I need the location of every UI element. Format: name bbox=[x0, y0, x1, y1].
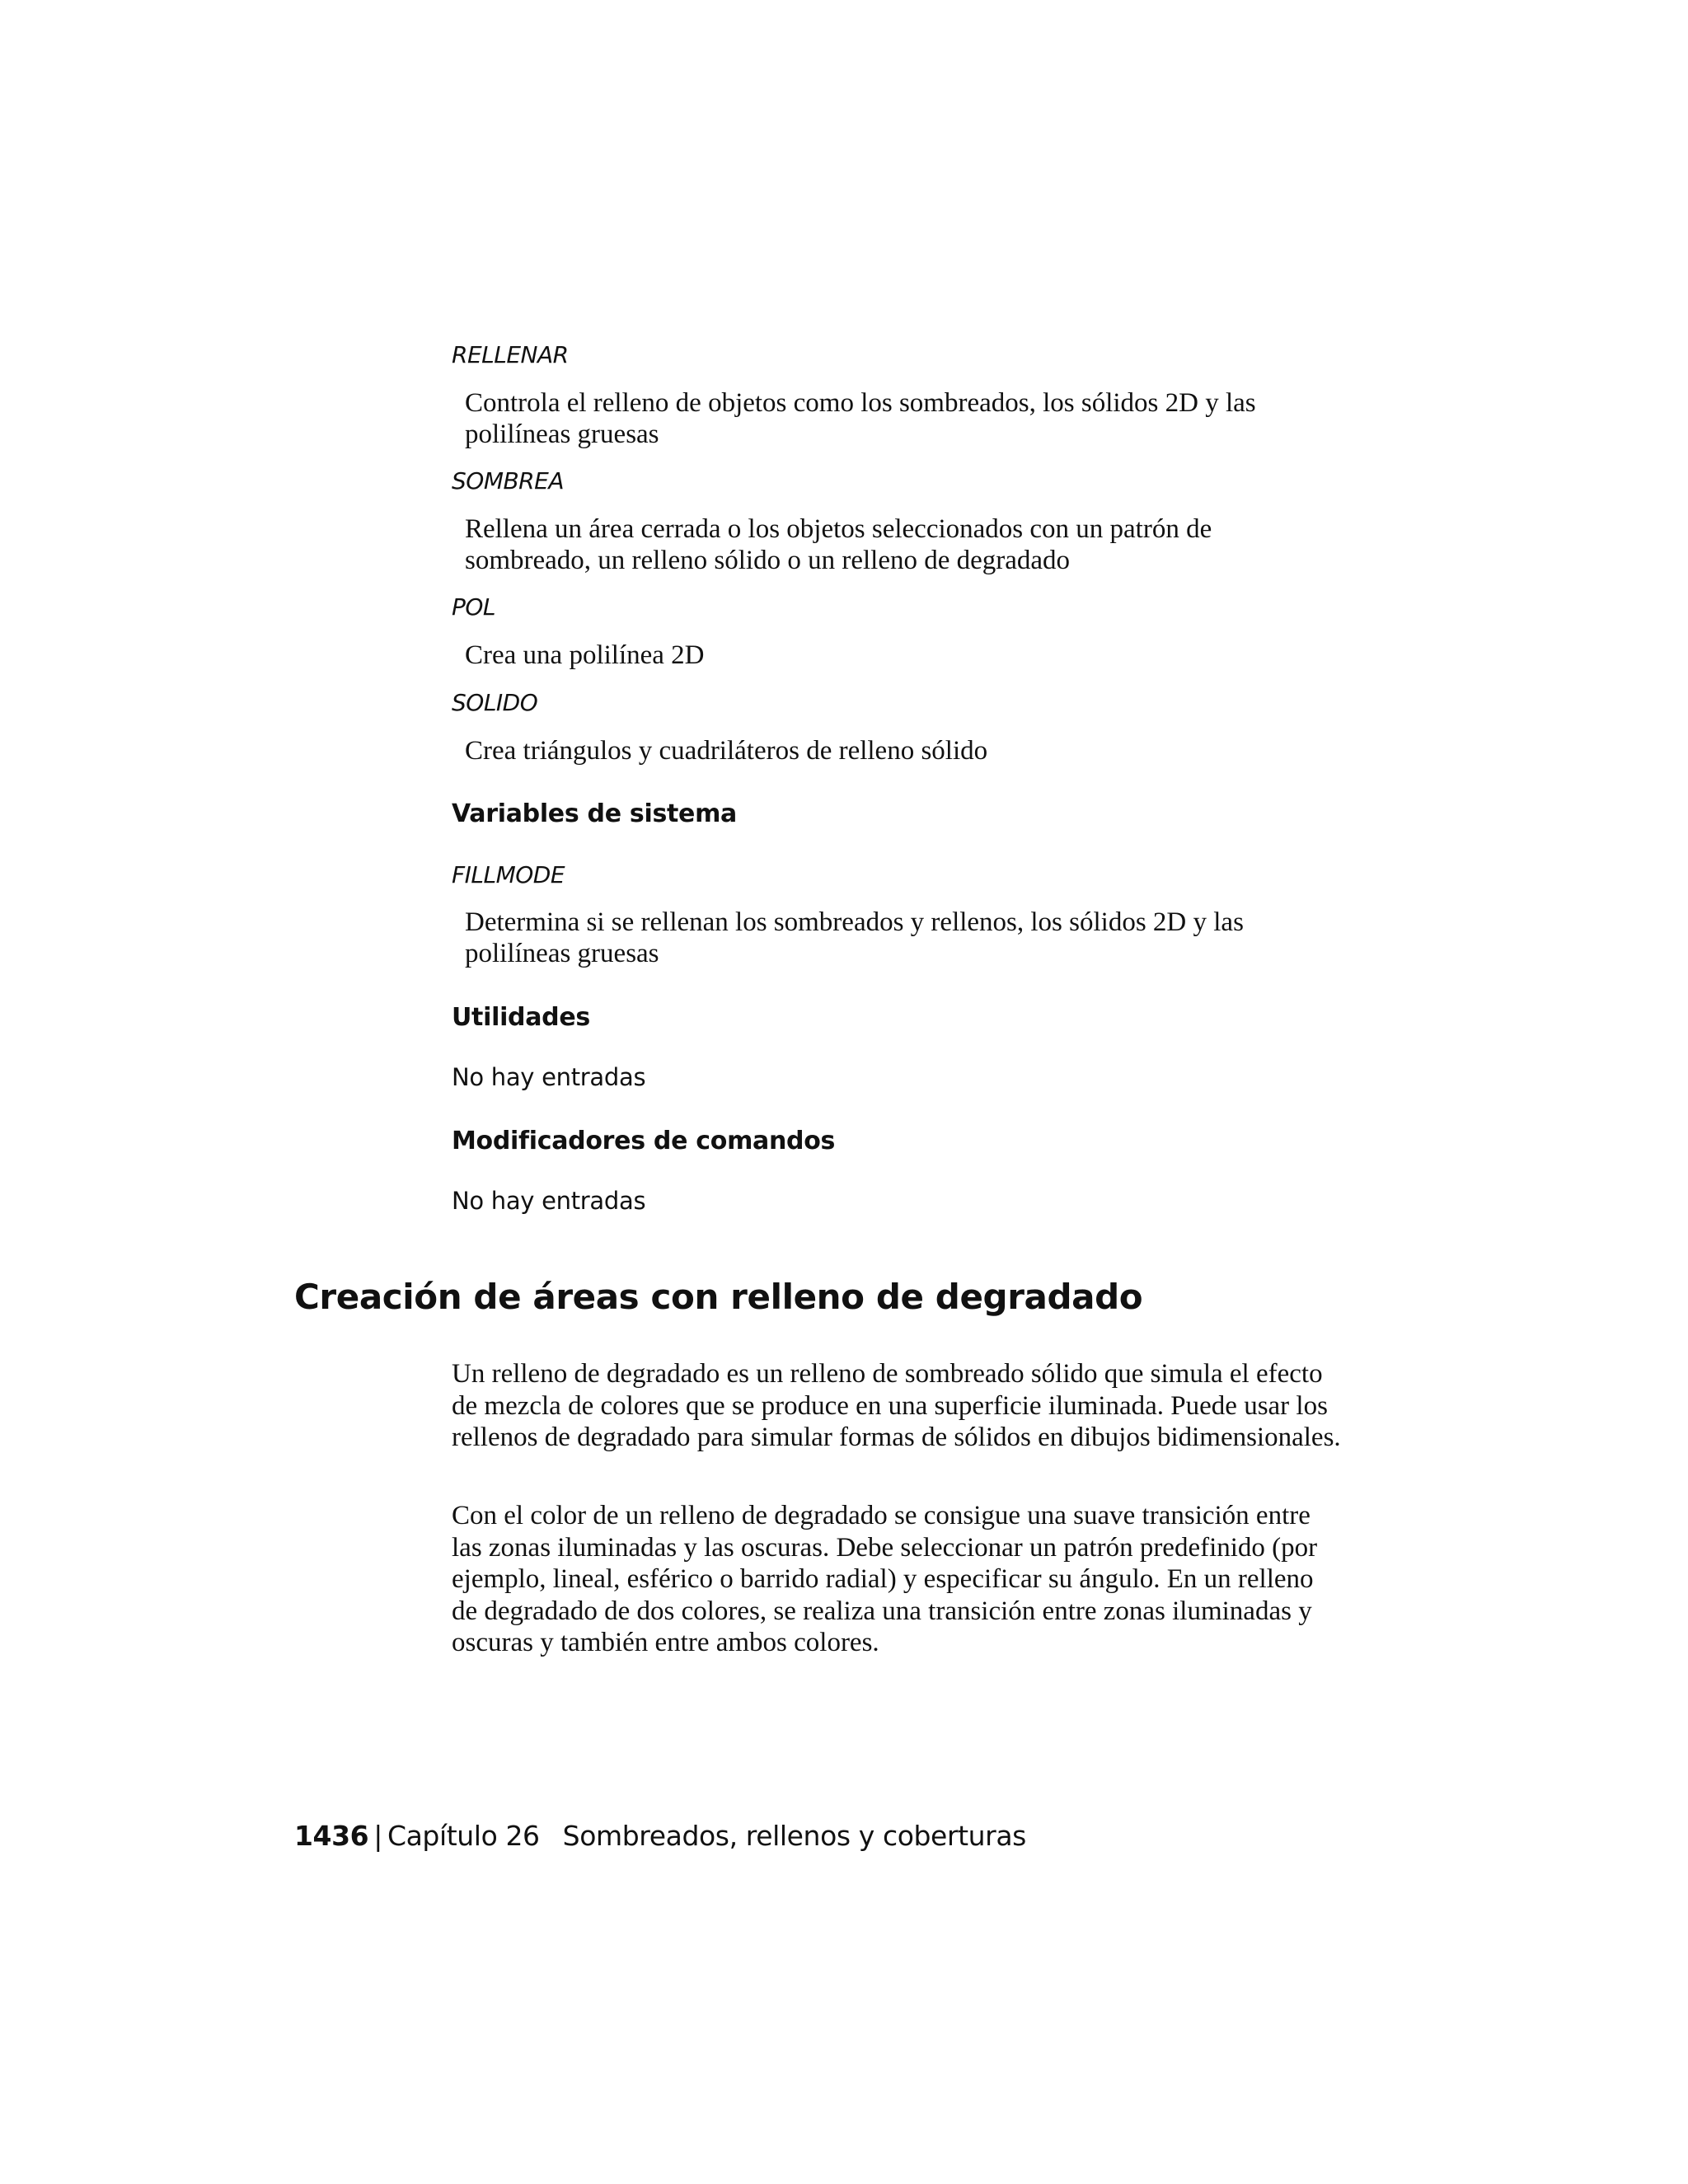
variable-name-fillmode: FILLMODE bbox=[452, 861, 565, 888]
command-description-rellenar: Controla el relleno de objetos como los sombreados, los sólidos 2D y las polilíneas gruesas bbox=[465, 388, 1256, 449]
footer-chapter-title: Sombreados, rellenos y coberturas bbox=[562, 1820, 1026, 1852]
command-modifiers-heading: Modificadores de comandos bbox=[452, 1127, 836, 1155]
command-name-pol: POL bbox=[452, 593, 496, 621]
footer-chapter: Capítulo 26 bbox=[387, 1820, 540, 1852]
system-variables-heading: Variables de sistema bbox=[452, 799, 738, 828]
section-paragraph-2: Con el color de un relleno de degradado se consigue una suave transición entre las zonas iluminadas y las oscuras. Debe seleccionar un patrón predefinido (por ejemplo, lineal, esférico o barrido radial) y especificar su ángulo. En un relleno de degradado de dos colores, se realiza una transición entre zonas iluminadas y oscuras y también entre ambos colores. bbox=[452, 1501, 1318, 1657]
utilities-heading: Utilidades bbox=[452, 1003, 590, 1032]
utilities-text: No hay entradas bbox=[452, 1063, 646, 1091]
variable-description-fillmode: Determina si se rellenan los sombreados y rellenos, los sólidos 2D y las polilíneas gruesas bbox=[465, 907, 1244, 968]
command-name-solido: SOLIDO bbox=[452, 689, 538, 716]
page-number: 1436 bbox=[294, 1820, 369, 1852]
command-name-rellenar: RELLENAR bbox=[452, 341, 569, 368]
page-footer bbox=[294, 1820, 1026, 1853]
command-name-sombrea: SOMBREA bbox=[452, 467, 564, 494]
command-description-pol: Crea una polilínea 2D bbox=[465, 640, 705, 670]
section-title: Creación de áreas con relleno de degradado bbox=[294, 1277, 1143, 1317]
command-description-solido: Crea triángulos y cuadriláteros de relleno sólido bbox=[465, 736, 988, 766]
command-modifiers-text: No hay entradas bbox=[452, 1187, 646, 1215]
command-description-sombrea: Rellena un área cerrada o los objetos seleccionados con un patrón de sombreado, un relleno sólido o un relleno de degradado bbox=[465, 514, 1212, 575]
section-paragraph-1: Un relleno de degradado es un relleno de sombreado sólido que simula el efecto de mezcla de colores que se produce en una superficie iluminada. Puede usar los rellenos de degradado para simular formas de sólidos en dibujos bidimensionales. bbox=[452, 1359, 1341, 1452]
footer-separator: | bbox=[373, 1820, 382, 1852]
